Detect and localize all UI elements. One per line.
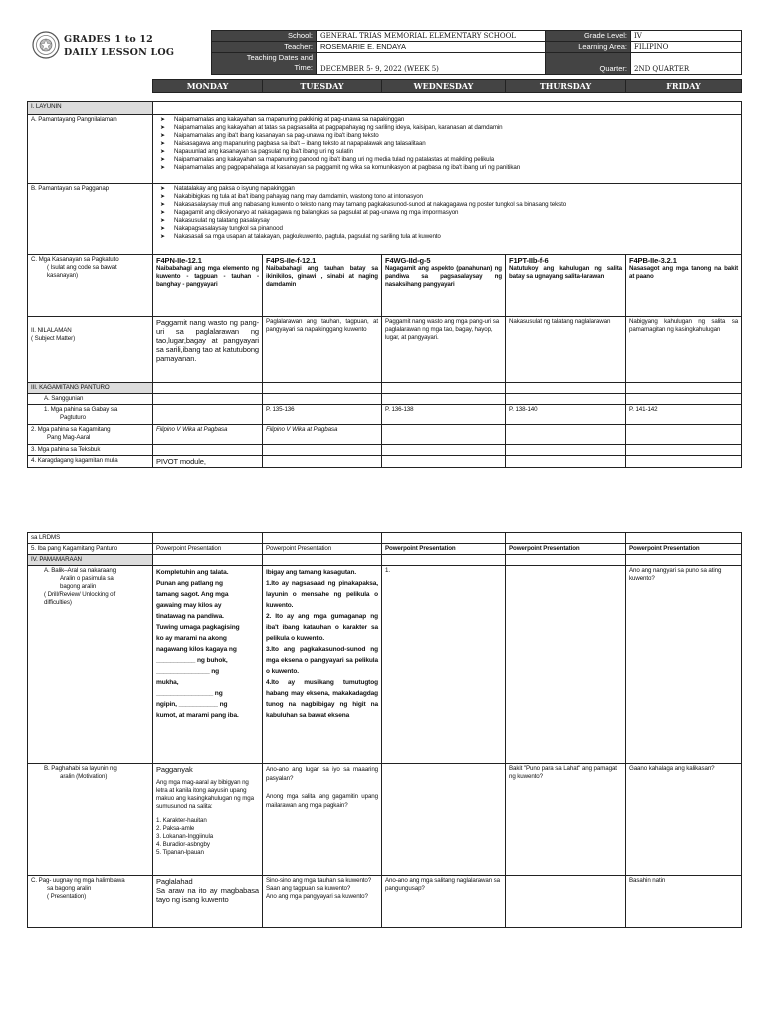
pag-uugnay-monday — [153, 876, 263, 928]
pag-uugnay-friday: Basahin natin — [626, 876, 742, 928]
lesson-plan-table-1 — [27, 101, 742, 468]
pag-uugnay-question: Saan ang tagpuan sa kuwento? — [266, 885, 351, 892]
balik-line: 3.Ito ang pagkakasunod-sunod ng mga eksena o pangyayari sa pelikula o kuwento. — [266, 646, 378, 675]
pamantayang-pangnilalaman-list — [153, 115, 742, 184]
gabay-label-line-1: 1. Mga pahina sa Gabay sa — [44, 406, 118, 413]
day-thursday: THURSDAY — [506, 80, 626, 93]
balik-line: Tuwing umaga pagkagising — [156, 624, 240, 631]
paghahabi-label-line-2: aralin (Motivation) — [60, 773, 108, 780]
balik-line: gawaing may kilos ay — [156, 602, 222, 609]
kasanayan-label-line-1: C. Mga Kasanayan sa Pagkatuto — [31, 256, 119, 263]
pamantayan-sa-pagganap-list — [153, 184, 742, 255]
balik-aral-thursday — [506, 566, 626, 764]
teaching-dates-value: DECEMBER 5- 9, 2022 (WEEK 5) — [317, 53, 546, 75]
empty-cell — [153, 383, 263, 394]
pag-uugnay-question: Sino-sino ang mga tauhan sa kuwento? — [266, 877, 372, 884]
kasanayan-monday — [153, 255, 263, 317]
list-item: ➤ Naisasagawa ang mapanuring pagbasa sa iba't – ibang teksto at napapalawak ang talasalitaan — [156, 140, 738, 148]
nilalaman-monday: Paggamit nang wasto ng pang-uri sa paglalarawan ng tao,lugar,bagay at pangyayari sa sarili,ibang tao at katutubong pamayanan. — [153, 317, 263, 383]
quarter-value: 2ND QUARTER — [631, 53, 742, 75]
empty-cell — [506, 394, 626, 405]
competency-code: F4PN-IIe-12.1 — [156, 256, 202, 265]
competency-text: Nagagamit ang aspekto (panahunan) ng pandiwa sa pagsasalaysay ng nasaksihang pangyayari — [385, 265, 502, 288]
balik-aral-tuesday — [263, 566, 382, 764]
pag-uugnay-label-line-3: ( Presentation) — [47, 893, 87, 900]
list-item: 2. Paksa-amle — [156, 825, 195, 832]
kagamitang-mag-aaral-thursday — [506, 425, 626, 445]
empty-cell — [382, 383, 506, 394]
pag-uugnay-question: Ano ang mga pangyayari sa kuwento? — [266, 893, 368, 900]
competency-text: Naibabahagi ang mga elemento ng kuwento - tagpuan - tauhan - banghay - pangyayari — [156, 265, 259, 288]
pag-uugnay-tuesday — [263, 876, 382, 928]
empty-cell — [263, 533, 382, 544]
balik-line: tinatawag na pandiwa. — [156, 613, 224, 620]
balik-line: Punan ang patlang ng — [156, 580, 223, 587]
balik-aral-label — [28, 566, 153, 764]
teaching-dates-label-line-2: Time: — [294, 63, 313, 72]
kagamitang-mag-aaral-friday — [626, 425, 742, 445]
paghahabi-tuesday — [263, 764, 382, 876]
list-item: ➤ Naipamamalas ang pagpapahalaga at kasanayan sa paggamit ng wika sa komunikasyon at pagbasa ng iba't ibang uri ng panitikan — [156, 164, 738, 172]
lesson-plan-table-2 — [27, 532, 742, 928]
karagdagang-label: 4. Karagdagang kagamitan mula — [28, 456, 153, 468]
balik-aral-label-line-3: bagong aralin — [60, 583, 97, 590]
nilalaman-wednesday: Paggamit nang wasto ang mga pang-uri sa paglalarawan ng mga tao, bagay, hayop, lugar, at pangyayari. — [382, 317, 506, 383]
empty-cell — [382, 445, 506, 456]
gabay-wednesday: P. 136-138 — [382, 405, 506, 425]
empty-cell — [382, 394, 506, 405]
empty-cell — [506, 533, 626, 544]
balik-line: ________________ ng — [156, 690, 223, 697]
competency-code: F1PT-IIb-f-6 — [509, 256, 549, 265]
balik-aral-label-line-5: difficulties) — [44, 599, 72, 606]
empty-cell — [626, 555, 742, 566]
list-item: ➤ Nakapagsasalaysay tungkol sa pinanood — [156, 225, 738, 233]
kasanayan-label — [28, 255, 153, 317]
list-item: ➤ Napauunlad ang kasanayan sa pagsulat ng iba't ibang uri ng sulatin — [156, 148, 738, 156]
nilalaman-thursday: Nakasusulat ng talatang naglalarawan — [506, 317, 626, 383]
gabay-monday — [153, 405, 263, 425]
balik-aral-friday: Ano ang nangyari sa puno sa ating kuwento? — [626, 566, 742, 764]
pag-uugnay-label — [28, 876, 153, 928]
list-item: 5. Tipanan-lpauan — [156, 849, 204, 856]
pag-uugnay-label-line-2: sa bagong aralin — [47, 885, 92, 892]
balik-line: nagawang kilos kagaya ng — [156, 646, 237, 653]
karagdagang-thursday — [506, 456, 626, 468]
pamantayang-pangnilalaman-label: A. Pamantayang Pangnilalaman — [28, 115, 153, 184]
quarter-label: Quarter: — [546, 53, 631, 75]
pagganyak-list — [156, 779, 259, 857]
list-item: ➤ Natatalakay ang paksa o isyung napakinggan — [156, 185, 738, 193]
empty-cell — [506, 555, 626, 566]
karagdagang-friday — [626, 456, 742, 468]
balik-line: ngipin, ___________ ng — [156, 701, 228, 708]
balik-line: ___________ ng buhok, — [156, 657, 228, 664]
list-item: ➤ Naipamamalas ang kakayahan sa mapanuring pakikinig at pag-unawa sa napakinggan — [156, 116, 738, 124]
gabay-label — [28, 405, 153, 425]
kasanayan-friday — [626, 255, 742, 317]
kagamitang-mag-aaral-wednesday — [382, 425, 506, 445]
kagamitang-mag-aaral-monday: Filipino V Wika at Pagbasa — [153, 425, 263, 445]
empty-cell — [506, 445, 626, 456]
list-item: ➤ Nakasasalaysay muli ang nabasang kuwento o teksto nang may tamang pagkakasunod-sunod at nakagagawa ng poster tungkol sa binasang teksto — [156, 201, 738, 209]
teaching-dates-label-line-1: Teaching Dates and — [246, 53, 313, 62]
list-item: ➤ Naipamamalas ang kakayahan at tatas sa pagsasalita at pagpapahayag ng sariling ideya, kaisipan, karanasan at damdamin — [156, 124, 738, 132]
balik-aral-wednesday: 1. — [382, 566, 506, 764]
gabay-tuesday: P. 135-136 — [263, 405, 382, 425]
list-item: ➤ Naipamamalas ang iba't ibang kasanayan sa pag-unawa ng iba't ibang teksto — [156, 132, 738, 140]
karagdagang-monday: PIVOT module, — [153, 456, 263, 468]
empty-cell — [626, 394, 742, 405]
balik-line: tamang sagot. Ang mga — [156, 591, 229, 598]
competency-code: F4WG-IId-g-5 — [385, 256, 431, 265]
empty-cell — [263, 555, 382, 566]
school-value: GENERAL TRIAS MEMORIAL ELEMENTARY SCHOOL — [317, 31, 546, 42]
empty-cell — [263, 394, 382, 405]
list-item: ➤ Nakabibigkas ng tula at iba't ibang pahayag nang may damdamin, wastong tono at intonasyon — [156, 193, 738, 201]
grade-level-value: IV — [631, 31, 742, 42]
learning-area-label: Learning Area: — [546, 42, 631, 53]
balik-line: ko ay marami na akong — [156, 635, 227, 642]
nilalaman-label-line-2: ( Subject Matter) — [31, 335, 76, 342]
document-title — [64, 33, 174, 59]
balik-aral-label-line-1: A. Balik–Aral sa nakaraang — [44, 567, 117, 574]
day-tuesday: TUESDAY — [263, 80, 382, 93]
competency-text: Naibabahagi ang tauhan batay sa ikinikilos, ginawi , sinabi at naging damdamin — [266, 265, 378, 288]
teacher-label: Teacher: — [212, 42, 317, 53]
iba-pang-thursday: Powerpoint Presentation — [506, 544, 626, 555]
nilalaman-tuesday: Paglalarawan ang tauhan, tagpuan, at pangyayari sa napakinggang kuwento — [263, 317, 382, 383]
day-monday: MONDAY — [153, 80, 263, 93]
day-wednesday: WEDNESDAY — [382, 80, 506, 93]
empty-cell — [506, 383, 626, 394]
lrdms-label: sa LRDMS — [28, 533, 153, 544]
empty-cell — [263, 383, 382, 394]
paghahabi-thursday: Bakit "Puno para sa Lahat" ang pamagat ng kuwento? — [506, 764, 626, 876]
iba-pang-kagamitan-label: 5. Iba pang Kagamitang Panturo — [28, 544, 153, 555]
pag-uugnay-thursday — [506, 876, 626, 928]
iba-pang-friday: Powerpoint Presentation — [626, 544, 742, 555]
weekday-header — [152, 79, 742, 93]
balik-line: 2. Ito ay ang mga gumaganap ng iba't ibang katauhan o karakter sa pelikula o kuwento. — [266, 613, 378, 642]
balik-aral-label-line-2: Aralin o pasimula sa — [60, 575, 114, 582]
iba-pang-tuesday: Powerpoint Presentation — [263, 544, 382, 555]
paghahabi-friday: Gaano kahalaga ang kalikasan? — [626, 764, 742, 876]
paghahabi-monday — [153, 764, 263, 876]
empty-cell — [626, 383, 742, 394]
gabay-friday: P. 141-142 — [626, 405, 742, 425]
balik-line: 4.Ito ay musikang tumutugtog habang may eksena, makakadagdag tunog na nagbibigay ng higit na kabuluhan sa bawat eksena — [266, 679, 378, 719]
kasanayan-tuesday — [263, 255, 382, 317]
empty-cell — [153, 445, 263, 456]
sanggunian-label: A. Sanggunian — [28, 394, 153, 405]
paglalahad-text: Sa araw na ito ay magbabasa tayo ng isang kuwento — [156, 886, 259, 904]
paglalahad-title: Paglalahad — [156, 877, 193, 886]
paghahabi-question: Anong mga salita ang gagamitin upang mailarawan ang mga pagkain? — [266, 793, 378, 809]
competency-code: F4PB-IIe-3.2.1 — [629, 256, 677, 265]
kagamitang-panturo-heading: III. KAGAMITANG PANTURO — [28, 383, 153, 394]
gabay-thursday: P. 138-140 — [506, 405, 626, 425]
header-info-table — [211, 30, 742, 75]
kagamitang-mag-aaral-tuesday: Filipino V Wika at Pagbasa — [263, 425, 382, 445]
kagamitang-mag-aaral-label-line-1: 2. Mga pahina sa Kagamitang — [31, 426, 111, 433]
balik-line: _______________ ng — [156, 668, 220, 675]
pag-uugnay-label-line-1: C. Pag- uugnay ng mga halimbawa — [31, 877, 125, 884]
balik-aral-label-line-4: ( Drill/Review/ Unlocking of — [44, 591, 116, 598]
list-item: ➤ Nagagamit ang diksiyonaryo at nakagagawa ng balangkas sa pagsulat at pag-unawa ng mga impormasyon — [156, 209, 738, 217]
empty-cell — [382, 555, 506, 566]
balik-line: mukha, — [156, 679, 179, 686]
kagamitang-mag-aaral-label — [28, 425, 153, 445]
empty-cell — [626, 533, 742, 544]
karagdagang-wednesday — [382, 456, 506, 468]
empty-cell — [153, 555, 263, 566]
list-item: Ang mga mag-aaral ay bibigyan ng letra at kanila itong aayusin upang makuo ang kasingkahulugan ng mga sumusunod na salita: — [156, 779, 254, 810]
list-item: 4. Buradior-asbngby — [156, 841, 210, 848]
grade-level-label: Grade Level: — [546, 31, 631, 42]
pagganyak-title: Pagganyak — [156, 765, 193, 774]
kasanayan-label-line-2: ( Isulat ang code sa bawat kasanayan) — [47, 264, 117, 279]
list-item: ➤ Nakasusulat ng talatang pasalaysay — [156, 217, 738, 225]
empty-cell — [153, 533, 263, 544]
empty-cell — [153, 394, 263, 405]
kasanayan-wednesday — [382, 255, 506, 317]
empty-cell — [382, 533, 506, 544]
paghahabi-wednesday — [382, 764, 506, 876]
balik-line: 1.Ito ay nagsasaad ng pinakapaksa, layunin o mensahe ng pelikula o kuwento. — [266, 580, 378, 609]
pamantayan-sa-pagganap-label: B. Pamantayan sa Pagganap — [28, 184, 153, 255]
karagdagang-tuesday — [263, 456, 382, 468]
title-line-2: DAILY LESSON LOG — [64, 47, 175, 58]
iba-pang-monday: Powerpoint Presentation — [153, 544, 263, 555]
paghahabi-label-line-1: B. Paghahabi sa layunin ng — [44, 765, 117, 772]
paghahabi-question: Ano-ano ang lugar sa iyo sa maaaring pasyalan? — [266, 766, 378, 782]
gabay-label-line-2: Pagtuturo — [60, 414, 86, 421]
title-line-1: GRADES 1 to 12 — [64, 34, 153, 45]
list-item: 1. Karakter-hauitan — [156, 817, 207, 824]
iba-pang-wednesday: Powerpoint Presentation — [382, 544, 506, 555]
balik-line: Ibigay ang tamang kasagutan. — [266, 569, 357, 576]
nilalaman-label — [28, 317, 153, 383]
paghahabi-label — [28, 764, 153, 876]
school-label: School: — [212, 31, 317, 42]
teaching-dates-label — [212, 53, 317, 75]
balik-line: Kompletuhin ang talata. — [156, 569, 229, 576]
nilalaman-friday: Nabigyang kahulugan ng salita sa pamamagitan ng kasingkahulugan — [626, 317, 742, 383]
pamamaraan-heading: IV. PAMAMARAAN — [28, 555, 153, 566]
empty-cell — [263, 445, 382, 456]
layunin-heading: I. LAYUNIN — [28, 102, 153, 115]
nilalaman-label-line-1: II. NILALAMAN — [31, 327, 72, 334]
list-item: 3. Lokanan-Inggiinula — [156, 833, 214, 840]
deped-seal-icon — [32, 31, 60, 59]
teksbuk-label: 3. Mga pahina sa Teksbuk — [28, 445, 153, 456]
kagamitang-mag-aaral-label-line-2: Pang Mag-Aaral — [47, 434, 91, 441]
day-friday: FRIDAY — [626, 80, 742, 93]
teacher-value: ROSEMARIE E. ENDAYA — [317, 42, 546, 53]
balik-aral-monday — [153, 566, 263, 764]
layunin-empty — [153, 102, 742, 115]
list-item: ➤ Naipamamalas ang kakayahan sa mapanuring panood ng iba't ibang uri ng media tulad ng patalastas at maikling pelikula — [156, 156, 738, 164]
competency-code: F4PS-IIe-f-12.1 — [266, 256, 317, 265]
kasanayan-thursday — [506, 255, 626, 317]
empty-cell — [626, 445, 742, 456]
pag-uugnay-wednesday: Ano-ano ang mga salitang naglalarawan sa pangungusap? — [382, 876, 506, 928]
learning-area-value: FILIPINO — [631, 42, 742, 53]
competency-text: Natutukoy ang kahulugan ng salita batay sa ugnayang salita-larawan — [509, 265, 622, 280]
balik-line: kumot, at marami pang iba. — [156, 712, 239, 719]
list-item: ➤ Nakasasali sa mga usapan at talakayan, pagkukuwento, pagtula, pagsulat ng sariling tula at kuwento — [156, 233, 738, 241]
competency-text: Nasasagot ang mga tanong na bakit at paano — [629, 265, 739, 280]
